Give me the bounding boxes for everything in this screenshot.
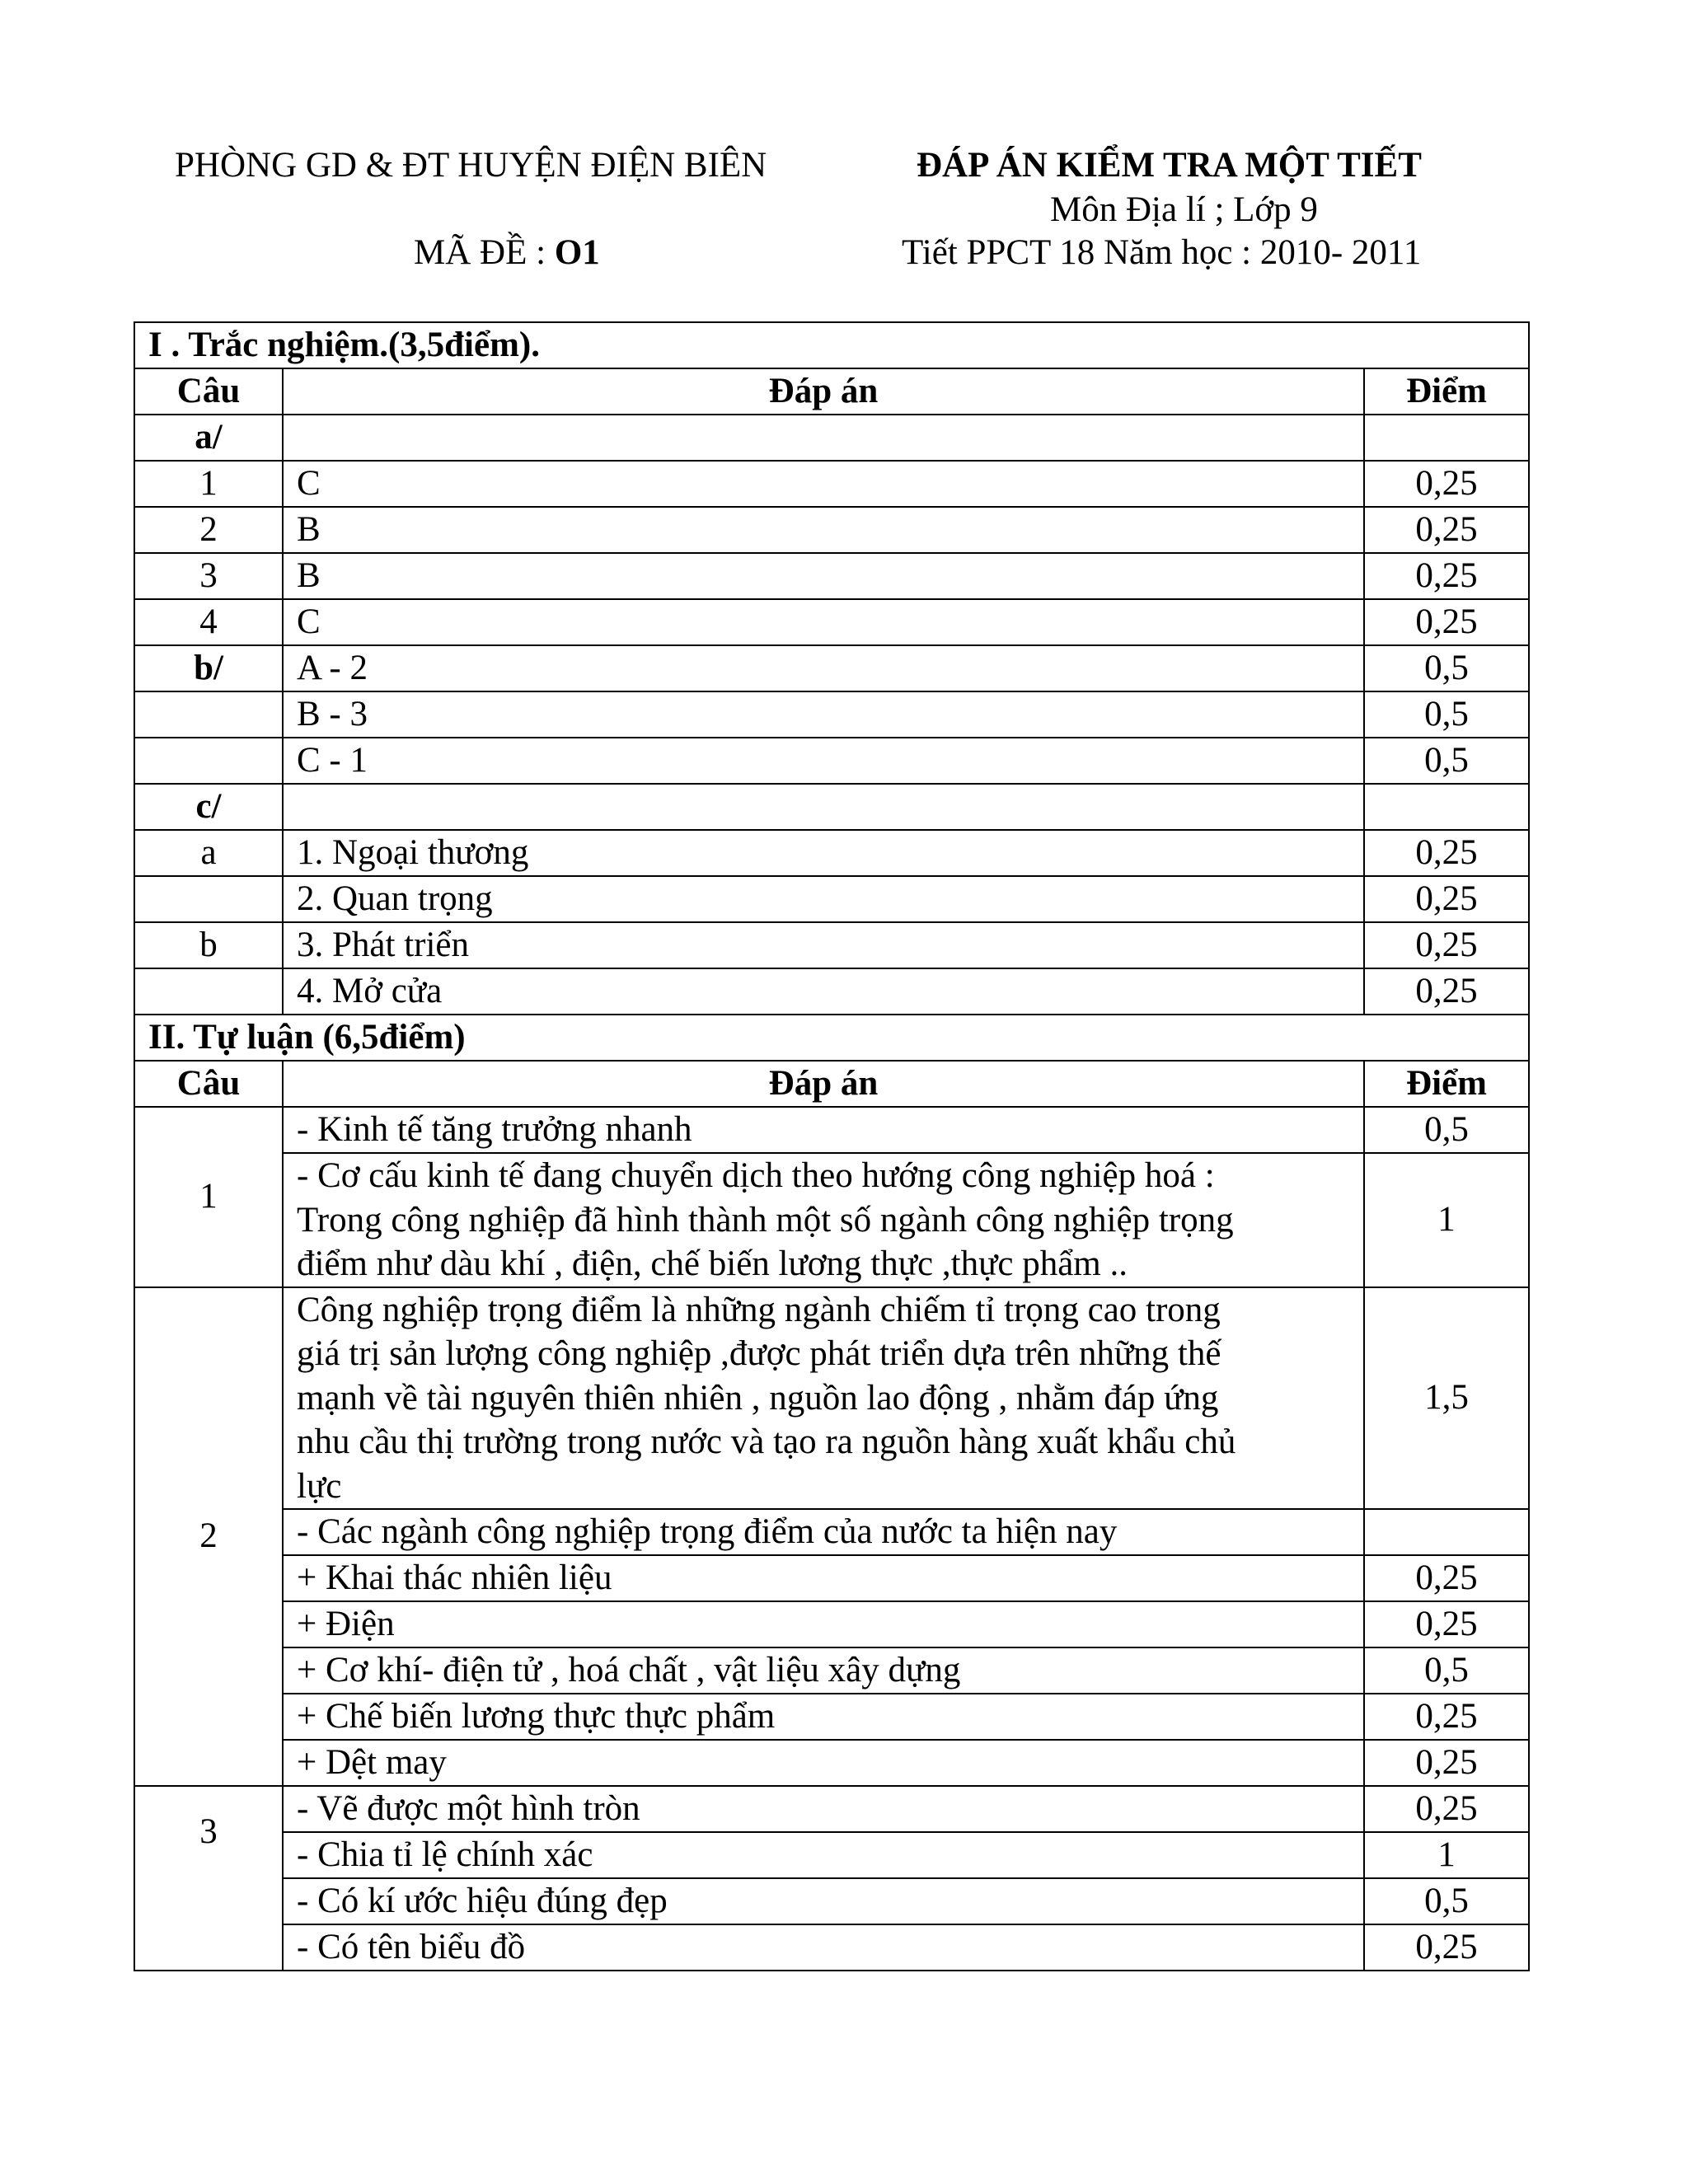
group-label-a: a/ (134, 415, 283, 461)
question-number (134, 1786, 283, 1971)
answer-cell: + Dệt may (283, 1740, 1364, 1786)
column-header-question: Câu (134, 1061, 283, 1107)
answer-cell: + Khai thác nhiên liệu (283, 1555, 1364, 1601)
question-number: a (134, 830, 283, 876)
empty-cell (283, 415, 1364, 461)
table-row (134, 553, 1529, 599)
points-cell (1364, 1509, 1529, 1555)
table-row (134, 1153, 1529, 1287)
points-cell: 0,5 (1364, 738, 1529, 784)
document-title: ĐÁP ÁN KIỂM TRA MỘT TIẾT (917, 146, 1422, 185)
part1-header-row (134, 368, 1529, 415)
table-row (134, 1924, 1529, 1971)
points-cell: 1 (1364, 1153, 1529, 1287)
answer-cell: B (283, 553, 1364, 599)
table-row (134, 1694, 1529, 1740)
answer-cell: C (283, 461, 1364, 507)
points-cell: 0,25 (1364, 876, 1529, 922)
exam-code-value: O1 (554, 233, 600, 272)
question-number: 2 (134, 507, 283, 553)
table-row (134, 1647, 1529, 1694)
answer-cell: - Có kí ước hiệu đúng đẹp (283, 1878, 1364, 1924)
question-number: 3 (134, 553, 283, 599)
column-header-question: Câu (134, 368, 283, 415)
answer-cell: 1. Ngoại thương (283, 830, 1364, 876)
points-cell: 0,25 (1364, 922, 1529, 968)
answer-cell (283, 1287, 1364, 1510)
answer-text: Công nghiệp trọng điểm là những ngành chiếm tỉ trọng cao trong giá trị sản lượng công nghiệp ,được phát triển dựa trên những thế mạnh về tài nguyên thiên nhiên , nguồn lao động , nhằm đáp ứng nhu cầu thị trường trong nước và tạo ra nguồn hàng xuất khẩu chủ lực (297, 1290, 1236, 1506)
answer-cell: A - 2 (283, 645, 1364, 691)
points-cell: 0,25 (1364, 830, 1529, 876)
answer-cell: B (283, 507, 1364, 553)
table-row (134, 968, 1529, 1015)
table-row (134, 1509, 1529, 1555)
points-cell: 0,25 (1364, 461, 1529, 507)
answer-cell: 4. Mở cửa (283, 968, 1364, 1015)
part1-title: I . Trắc nghiệm.(3,5điểm). (134, 322, 1529, 368)
answer-table (134, 321, 1530, 1971)
table-row (134, 415, 1529, 461)
part2-title-row (134, 1015, 1529, 1061)
points-cell: 0,25 (1364, 1786, 1529, 1832)
points-cell: 0,25 (1364, 1740, 1529, 1786)
points-cell: 0,5 (1364, 645, 1529, 691)
exam-code-label: MÃ ĐỀ : (414, 233, 555, 272)
question-number: 4 (134, 599, 283, 645)
table-row (134, 1878, 1529, 1924)
answer-cell: - Các ngành công nghiệp trọng điểm của nước ta hiện nay (283, 1509, 1364, 1555)
question-number: b (134, 922, 283, 968)
table-row (134, 738, 1529, 784)
answer-cell: 2. Quan trọng (283, 876, 1364, 922)
table-row (134, 461, 1529, 507)
answer-cell: + Điện (283, 1601, 1364, 1647)
points-cell: 0,25 (1364, 1555, 1529, 1601)
answer-cell: - Vẽ được một hình tròn (283, 1786, 1364, 1832)
table-row (134, 1287, 1529, 1510)
answer-cell: + Cơ khí- điện tử , hoá chất , vật liệu xây dựng (283, 1647, 1364, 1694)
points-cell: 1,5 (1364, 1287, 1529, 1510)
subject-line: Môn Địa lí ; Lớp 9 (1050, 190, 1318, 229)
question-number: 1 (134, 1107, 283, 1287)
table-row (134, 1740, 1529, 1786)
table-row (134, 1555, 1529, 1601)
points-cell: 0,25 (1364, 599, 1529, 645)
points-cell: 0,25 (1364, 1601, 1529, 1647)
group-label-b: b/ (134, 645, 283, 691)
part1-title-row (134, 322, 1529, 368)
table-row (134, 1107, 1529, 1153)
empty-cell (134, 738, 283, 784)
points-cell: 0,25 (1364, 1924, 1529, 1971)
group-label-c: c/ (134, 784, 283, 830)
table-row (134, 1786, 1529, 1832)
column-header-points: Điểm (1364, 368, 1529, 415)
empty-cell (134, 691, 283, 738)
question-number (134, 968, 283, 1015)
table-row (134, 691, 1529, 738)
question-number (134, 876, 283, 922)
points-cell: 1 (1364, 1832, 1529, 1878)
department-name: PHÒNG GD & ĐT HUYỆN ĐIỆN BIÊN (175, 146, 767, 185)
empty-cell (283, 784, 1364, 830)
answer-cell: + Chế biến lương thực thực phẩm (283, 1694, 1364, 1740)
table-row (134, 876, 1529, 922)
part2-title: II. Tự luận (6,5điểm) (134, 1015, 1529, 1061)
part2-header-row (134, 1061, 1529, 1107)
answer-cell: C (283, 599, 1364, 645)
table-row (134, 830, 1529, 876)
answer-cell: - Có tên biểu đồ (283, 1924, 1364, 1971)
question-number: 1 (134, 461, 283, 507)
points-cell: 0,5 (1364, 691, 1529, 738)
answer-cell: C - 1 (283, 738, 1364, 784)
table-row (134, 1832, 1529, 1878)
points-cell: 0,5 (1364, 1647, 1529, 1694)
answer-cell: - Chia tỉ lệ chính xác (283, 1832, 1364, 1878)
points-cell: 0,5 (1364, 1878, 1529, 1924)
empty-cell (1364, 415, 1529, 461)
answer-cell: B - 3 (283, 691, 1364, 738)
exam-code (414, 231, 600, 275)
column-header-answer: Đáp án (283, 1061, 1364, 1107)
answer-cell (283, 1153, 1364, 1287)
question-number: 2 (134, 1287, 283, 1787)
table-row (134, 922, 1529, 968)
answer-cell: - Kinh tế tăng trưởng nhanh (283, 1107, 1364, 1153)
table-row (134, 1601, 1529, 1647)
points-cell: 0,25 (1364, 968, 1529, 1015)
column-header-answer: Đáp án (283, 368, 1364, 415)
table-row (134, 645, 1529, 691)
points-cell: 0,25 (1364, 553, 1529, 599)
points-cell: 0,5 (1364, 1107, 1529, 1153)
points-cell: 0,25 (1364, 1694, 1529, 1740)
column-header-points: Điểm (1364, 1061, 1529, 1107)
question-number-text: 3 (199, 1812, 218, 1851)
answer-text: - Cơ cấu kinh tế đang chuyển dịch theo hướng công nghiệp hoá : Trong công nghiệp đã hình thành một số ngành công nghiệp trọng điểm như dàu khí , điện, chế biến lương thực ,thực phẩm .. (297, 1156, 1234, 1283)
empty-cell (1364, 784, 1529, 830)
points-cell: 0,25 (1364, 507, 1529, 553)
table-row (134, 599, 1529, 645)
table-row (134, 507, 1529, 553)
answer-cell: 3. Phát triển (283, 922, 1364, 968)
period-line: Tiết PPCT 18 Năm học : 2010- 2011 (902, 233, 1422, 272)
table-row (134, 784, 1529, 830)
